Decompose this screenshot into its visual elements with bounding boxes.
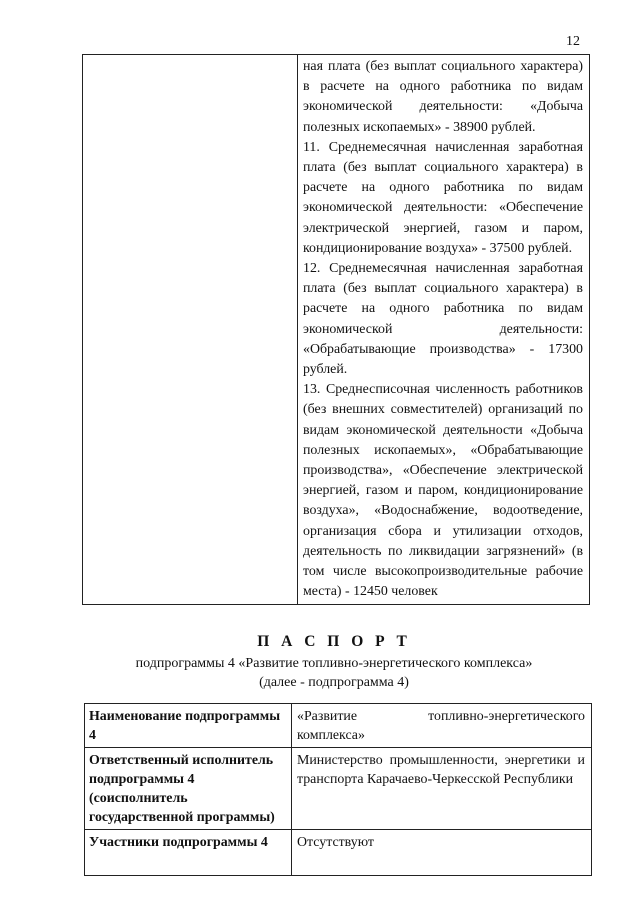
passport-subtitle-note: (далее - подпрограмма 4): [259, 675, 409, 690]
indicator-paragraph: ная плата (без выплат социального характера) в расчете на одного работника по видам экономической деятельности: «Добыча полезных ископаемых» - 38900 рублей.: [303, 59, 583, 135]
row-value: «Развитие топливно-энергетического комплекса»: [292, 704, 592, 748]
indicator-paragraph: 12. Среднемесячная начисленная заработная плата (без выплат социального характера) в расчете на одного работника по видам экономической деятельности: «Обрабатывающие производства» - 17300 рублей.: [303, 261, 583, 378]
row-label: Наименование подпрограммы 4: [85, 704, 292, 748]
indicator-paragraph: 13. Среднесписочная численность работников (без внешних совместителей) организаций по видам экономической деятельности «Добыча полезных ископаемых», «Обрабатывающие производства», «Обеспечение электрической энергией, газом и паром, кондиционирование воздуха», «Водоснабжение, водоотведение, организация сбора и утилизации отходов, деятельность по ликвидации загрязнений» (в том числе высокопроизводительные рабочие места) - 12450 человек: [303, 382, 583, 600]
row-value: Министерство промышленности, энергетики и транспорта Карачаево-Черкесской Республики: [292, 748, 592, 830]
continuation-table-right-cell: [298, 55, 590, 605]
table-row: [85, 748, 592, 830]
table-row: [85, 704, 592, 748]
table-row: [85, 830, 592, 876]
continuation-table: [82, 54, 590, 605]
page-number: 12: [566, 34, 580, 49]
passport-subtitle: подпрограммы 4 «Развитие топливно-энергетического комплекса»: [135, 656, 533, 671]
passport-title: П А С П О Р Т: [257, 633, 411, 650]
row-label: Ответственный исполнитель подпрограммы 4 (соисполнитель государственной программы): [85, 748, 292, 830]
row-value: Отсутствуют: [292, 830, 592, 876]
continuation-table-left-cell: [83, 55, 298, 605]
indicator-paragraph: 11. Среднемесячная начисленная заработная плата (без выплат социального характера) в расчете на одного работника по видам экономической деятельности: «Обеспечение электрической энергией, газом и паром, кондиционирование воздуха» - 37500 рублей.: [303, 139, 583, 256]
passport-table: [84, 703, 592, 876]
row-label: Участники подпрограммы 4: [85, 830, 292, 876]
